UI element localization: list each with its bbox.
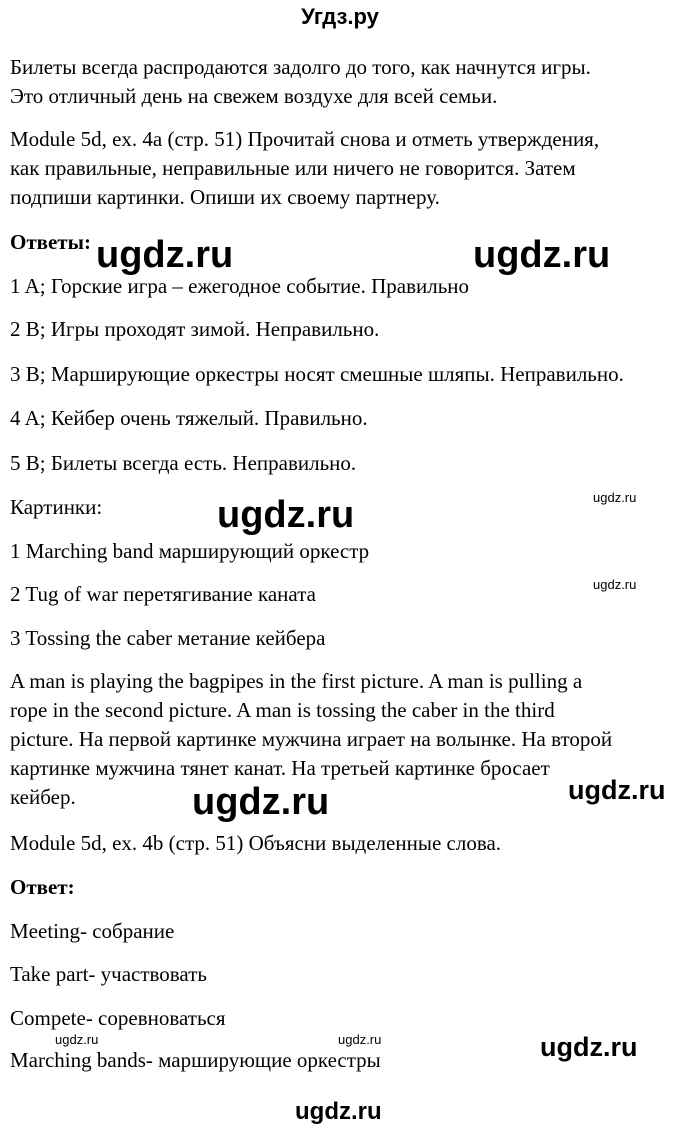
picture-item: 2 Tug of war перетягивание каната [10, 582, 316, 606]
intro-line: Билеты всегда распродаются задолго до того, как начнутся игры. [10, 55, 591, 79]
task-4a-line: подпиши картинки. Опиши их своему партнеру. [10, 185, 440, 209]
watermark-logo: ugdz.ru [473, 234, 611, 276]
intro-line: Это отличный день на свежем воздухе для всей семьи. [10, 84, 498, 108]
watermark-logo: ugdz.ru [593, 490, 637, 505]
description-line: кейбер. [10, 785, 76, 809]
task-4a-line: как правильные, неправильные или ничего не говорится. Затем [10, 156, 576, 180]
answer-item: 2 B; Игры проходят зимой. Неправильно. [10, 317, 380, 341]
answer-item: 1 A; Горские игра – ежегодное событие. Правильно [10, 274, 470, 298]
site-title: Угдз.ру [301, 4, 379, 29]
watermark-logo: ugdz.ru [593, 577, 637, 592]
watermark-logo: ugdz.ru [217, 494, 355, 536]
answer-heading: Ответ: [10, 875, 75, 899]
description-line: картинке мужчина тянет канат. На третьей картинке бросает [10, 756, 550, 780]
footer-watermark: ugdz.ru [295, 1098, 382, 1125]
watermark-logo: ugdz.ru [568, 775, 666, 805]
watermark-logo: ugdz.ru [96, 234, 234, 276]
answer-item: 5 B; Билеты всегда есть. Неправильно. [10, 451, 357, 475]
answer-item: 3 B; Марширующие оркестры носят смешные шляпы. Неправильно. [10, 362, 624, 386]
picture-item: 3 Tossing the caber метание кейбера [10, 626, 326, 650]
vocab-item: Meeting- собрание [10, 919, 175, 943]
task-4b-line: Module 5d, ex. 4b (стр. 51) Объясни выделенные слова. [10, 831, 502, 855]
watermark-logo: ugdz.ru [192, 781, 330, 823]
vocab-item: Marching bands- марширующие оркестры [10, 1048, 381, 1072]
picture-item: 1 Marching band марширующий оркестр [10, 539, 370, 563]
pictures-heading: Картинки: [10, 495, 103, 519]
description-line: picture. На первой картинке мужчина играет на волынке. На второй [10, 727, 613, 751]
task-4a-line: Module 5d, ex. 4a (стр. 51) Прочитай снова и отметь утверждения, [10, 127, 600, 151]
watermark-logo: ugdz.ru [55, 1032, 99, 1047]
vocab-item: Take part- участвовать [10, 962, 207, 986]
description-line: A man is playing the bagpipes in the first picture. A man is pulling a [10, 669, 583, 693]
task-4a-paragraph [10, 125, 670, 212]
watermark-logo: ugdz.ru [338, 1032, 382, 1047]
description-line: rope in the second picture. A man is tossing the caber in the third [10, 698, 555, 722]
watermark-logo: ugdz.ru [540, 1032, 638, 1062]
answers-heading: Ответы: [10, 230, 92, 254]
vocab-item: Compete- соревноваться [10, 1006, 226, 1030]
intro-paragraph [10, 53, 670, 111]
answer-item: 4 A; Кейбер очень тяжелый. Правильно. [10, 406, 368, 430]
